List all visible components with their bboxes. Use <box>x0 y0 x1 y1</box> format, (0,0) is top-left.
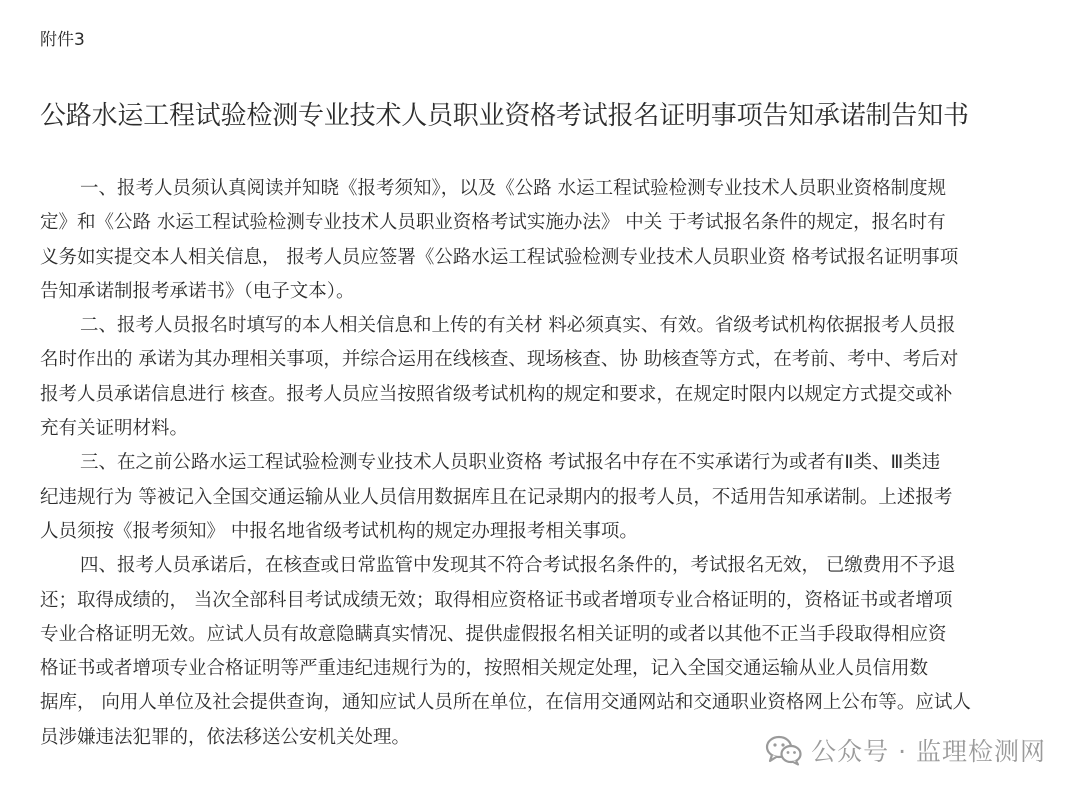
body-line: 据库， 向用人单位及社会提供查询，通知应试人员所在单位，在信用交通网站和交通职业资格网上公布等。应试人 <box>40 692 971 714</box>
body-line: 纪违规行为 等被记入全国交通运输从业人员信用数据库且在记录期内的报考人员，不适用告知承诺制。上述报考 <box>40 486 953 508</box>
wechat-icon <box>765 734 803 766</box>
watermark <box>765 730 1046 770</box>
body-line: 充有关证明材料。 <box>40 418 189 440</box>
body-line: 定》和《公路 水运工程试验检测专业技术人员职业资格考试实施办法》 中关 于考试报名条件的规定，报名时有 <box>40 212 946 234</box>
body-line: 一、报考人员须认真阅读并知晓《报考须知》，以及《公路 水运工程试验检测专业技术人员职业资格制度规 <box>80 178 947 199</box>
body-line: 人员须按《报考须知》 中报名地省级考试机构的规定办理报考相关事项。 <box>40 520 638 542</box>
body-line: 四、报考人员承诺后，在核查或日常监管中发现其不符合考试报名条件的，考试报名无效， 已缴费用不予退 <box>80 555 956 577</box>
document-title: 公路水运工程试验检测专业技术人员职业资格考试报名证明事项告知承诺制告知书 <box>40 101 969 131</box>
attachment-label: 附件3 <box>40 30 85 50</box>
body-line: 三、在之前公路水运工程试验检测专业技术人员职业资格 考试报名中存在不实承诺行为或者有Ⅱ类、Ⅲ类违 <box>80 452 941 474</box>
document-body <box>40 172 1030 755</box>
body-line: 专业合格证明无效。应试人员有故意隐瞒真实情况、提供虚假报名相关证明的或者以其他不正当手段取得相应资 <box>40 623 947 645</box>
body-line: 格证书或者增项专业合格证明等严重违纪违规行为的，按照相关规定处理，记入全国交通运输从业人员信用数 <box>40 658 929 680</box>
body-line: 员涉嫌违法犯罪的，依法移送公安机关处理。 <box>40 726 411 748</box>
watermark-text: 公众号 · 监理检测网 <box>811 737 1046 766</box>
body-line: 还；取得成绩的， 当次全部科目考试成绩无效；取得相应资格证书或者增项专业合格证明的，资格证书或者增项 <box>40 589 953 611</box>
body-line: 告知承诺制报考承诺书》（电子文本）。 <box>40 280 355 302</box>
body-line: 报考人员承诺信息进行 核查。报考人员应当按照省级考试机构的规定和要求，在规定时限内以规定方式提交或补 <box>40 383 953 405</box>
body-line: 名时作出的 承诺为其办理相关事项，并综合运用在线核查、现场核查、协 助核查等方式，在考前、考中、考后对 <box>40 349 959 371</box>
body-line: 二、报考人员报名时填写的本人相关信息和上传的有关材 料必须真实、有效。省级考试机构依据报考人员报 <box>80 315 956 337</box>
body-line: 义务如实提交本人相关信息， 报考人员应签署《公路水运工程试验检测专业技术人员职业资 格考试报名证明事项 <box>40 246 959 268</box>
